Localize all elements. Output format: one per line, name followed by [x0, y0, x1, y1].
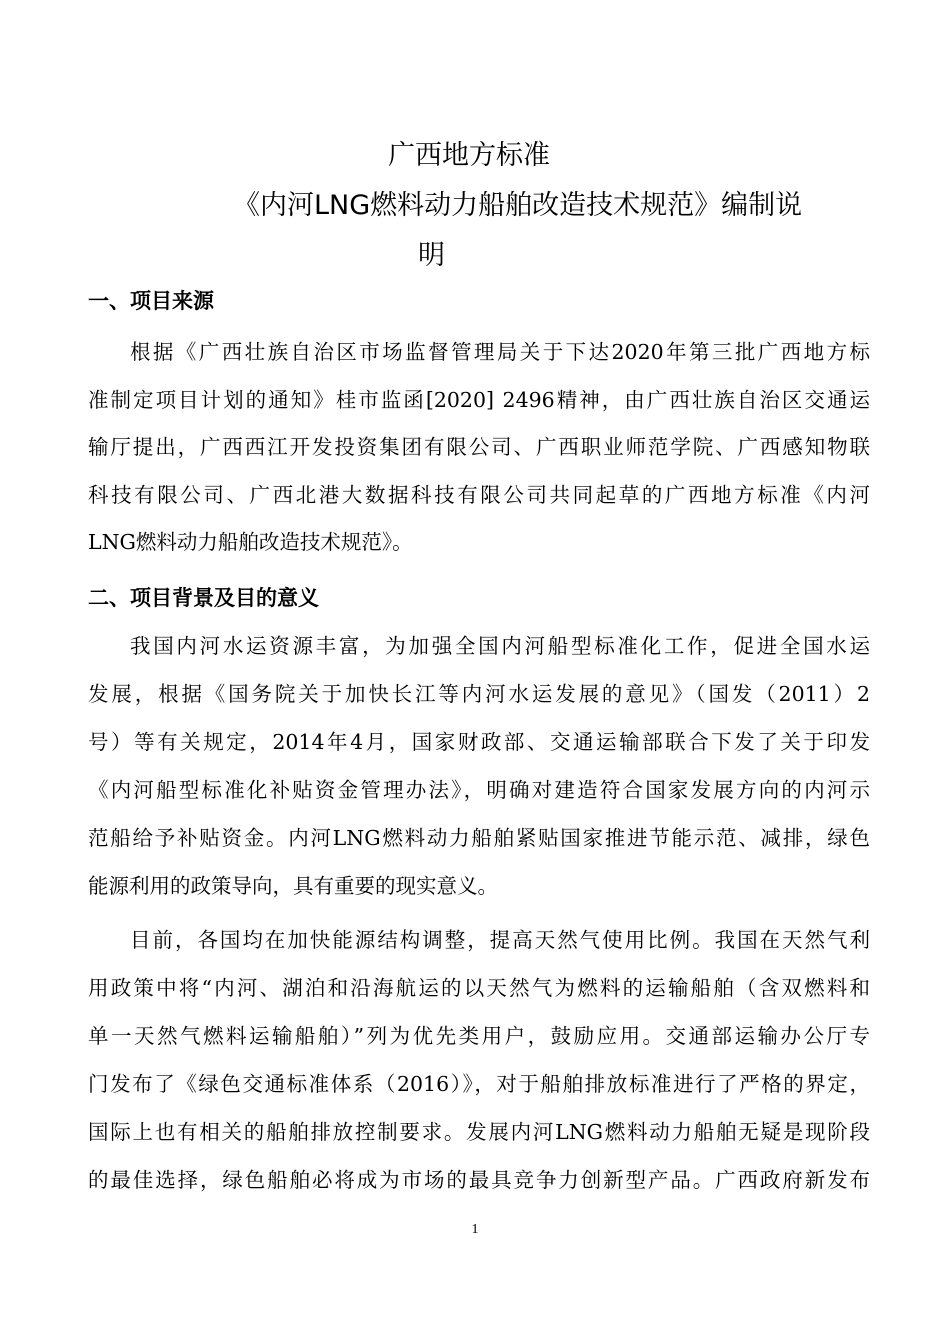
text-line: 能源利用的政策导向，具有重要的现实意义。	[88, 874, 498, 898]
text-line: 我国内河水运资源丰富，为加强全国内河船型标准化工作，促进全国水运	[130, 634, 870, 658]
text-line: 输厅提出，广西西江开发投资集团有限公司、广西职业师范学院、广西感知物联	[88, 435, 870, 459]
text-line: LNG燃料动力船舶改造技术规范》。	[88, 530, 413, 554]
text-line: 国际上也有相关的船舶排放控制要求。发展内河LNG燃料动力船舶无疑是现阶段	[88, 1120, 870, 1144]
text-line: 范船给予补贴资金。内河LNG燃料动力船舶紧贴国家推进节能示范、减排，绿色	[88, 826, 870, 850]
text-line: 号）等有关规定，2014年4月，国家财政部、交通运输部联合下发了关于印发	[88, 730, 870, 754]
document-title-line-2: 《内河LNG燃料动力船舶改造技术规范》编制说	[233, 190, 803, 221]
section-heading-1: 一、项目来源	[88, 289, 214, 313]
text-line: 科技有限公司、广西北港大数据科技有限公司共同起草的广西地方标准《内河	[88, 483, 870, 507]
text-line: 的最佳选择，绿色船舶必将成为市场的最具竞争力创新型产品。广西政府新发布	[88, 1168, 870, 1192]
document-title-line-1: 广西地方标准	[388, 140, 550, 171]
text-line: 发展，根据《国务院关于加快长江等内河水运发展的意见》（国发（2011）2	[88, 682, 870, 706]
text-line: 门发布了《绿色交通标准体系（2016）》，对于船舶排放标准进行了严格的界定，	[88, 1072, 870, 1096]
text-line: 准制定项目计划的通知》桂市监函[2020] 2496精神，由广西壮族自治区交通运	[88, 388, 870, 412]
document-title-line-3: 明	[418, 240, 445, 271]
text-line: 用政策中将“内河、湖泊和沿海航运的以天然气为燃料的运输船舶（含双燃料和	[88, 976, 870, 1000]
page-number: 1	[471, 1222, 479, 1237]
text-line: 根据《广西壮族自治区市场监督管理局关于下达2020年第三批广西地方标	[130, 340, 870, 364]
text-line: 《内河船型标准化补贴资金管理办法》，明确对建造符合国家发展方向的内河示	[88, 778, 870, 802]
text-line: 目前，各国均在加快能源结构调整，提高天然气使用比例。我国在天然气利	[130, 928, 870, 952]
text-line: 单一天然气燃料运输船舶）”列为优先类用户，鼓励应用。交通部运输办公厅专	[88, 1024, 870, 1048]
section-heading-2: 二、项目背景及目的意义	[88, 586, 319, 610]
